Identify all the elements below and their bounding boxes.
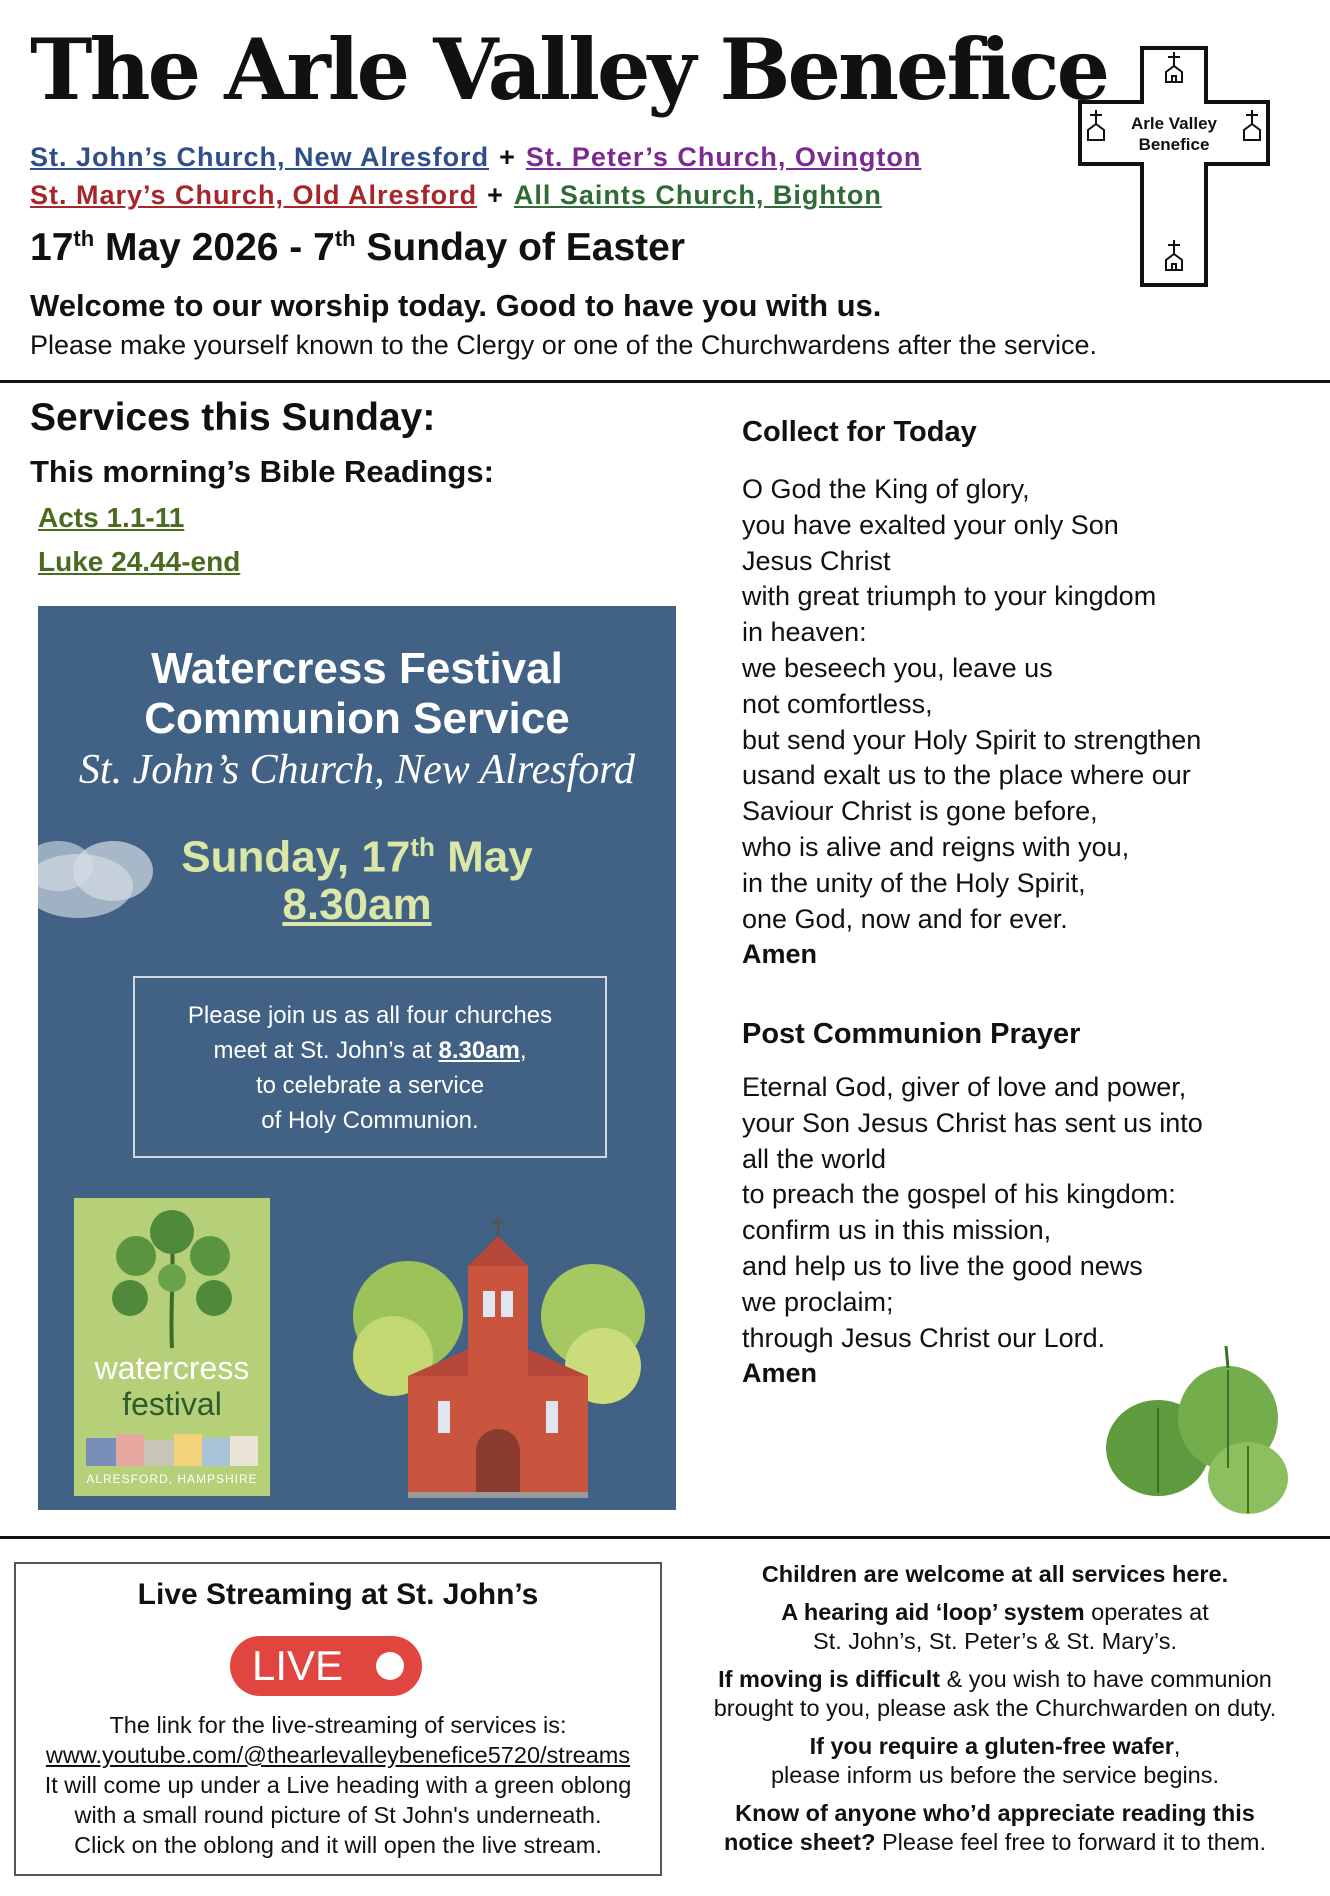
collect-amen: Amen [742, 939, 818, 970]
live-heading: Live Streaming at St. John’s [137, 1578, 539, 1611]
readings-heading: This morning’s Bible Readings: [30, 454, 494, 489]
link-st-peters[interactable]: St. Peter’s Church, Ovington [525, 142, 922, 172]
logo-text-line2: Benefice [1138, 135, 1210, 154]
welcome-subtext: Please make yourself known to the Clergy or one of the Churchwardens after the service. [30, 330, 1098, 360]
service-date: 17th May 2026 - 7th Sunday of Easter [30, 226, 686, 269]
benefice-cross-logo [1076, 44, 1272, 289]
watercress-leaves-icon [1098, 1338, 1298, 1518]
link-st-johns[interactable]: St. John’s Church, New Alresford [30, 142, 490, 172]
page-title: The Arle Valley Benefice [30, 20, 1108, 119]
link-st-marys[interactable]: St. Mary’s Church, Old Alresford [30, 180, 478, 210]
services-heading: Services this Sunday: [30, 396, 436, 439]
live-instructions: The link for the live-streaming of services is: www.youtube.com/@thearlevalleybenefice5720/streams It will come up under a Live heading with a green oblong with a small round picture of St John's underneath. Click on the oblong and it will open the live stream. [16, 1710, 660, 1860]
notice-loop: A hearing aid ‘loop’ system operates at St. John’s, St. Peter’s & St. Mary’s. [781, 1599, 1209, 1654]
divider-bottom [0, 1536, 1330, 1539]
notices [672, 1560, 1318, 1866]
plus-separator: + [487, 180, 504, 210]
poster-invite-text: Please join us as all four churches meet at St. John’s at 8.30am, to celebrate a service of Holy Communion. [187, 1002, 553, 1134]
collect-heading: Collect for Today [742, 416, 977, 448]
watercress-festival-card [74, 1198, 270, 1496]
poster-title-line1: Watercress Festival [151, 644, 563, 693]
welcome-heading: Welcome to our worship today. Good to have you with us. [30, 288, 882, 323]
notice-children: Children are welcome at all services here. [761, 1561, 1229, 1587]
festival-poster [38, 606, 676, 1510]
notice-moving: If moving is difficult & you wish to have communion brought to you, please ask the Churchwarden on duty. [713, 1666, 1277, 1721]
link-all-saints[interactable]: All Saints Church, Bighton [513, 180, 882, 210]
poster-title-line2: Communion Service [144, 694, 570, 743]
live-streaming-box [14, 1562, 662, 1876]
reading-link-luke[interactable]: Luke 24.44-end [38, 546, 241, 577]
youtube-stream-link[interactable]: www.youtube.com/@thearlevalleybenefice5720/streams [45, 1742, 631, 1768]
card-word-festival: festival [122, 1386, 222, 1422]
post-communion-text: Eternal God, giver of love and power, your Son Jesus Christ has sent us into all the world to preach the gospel of his kingdom: confirm us in this mission, and help us to live the good news we proclaim; through Jesus Christ our Lord. Amen [742, 1070, 1302, 1392]
poster-church: St. John’s Church, New Alresford [78, 747, 636, 793]
card-place: ALRESFORD, HAMPSHIRE [86, 1472, 258, 1486]
church-line-1 [30, 142, 921, 173]
plus-separator: + [499, 142, 516, 172]
divider-top [0, 380, 1330, 383]
church-illustration [348, 1206, 648, 1506]
post-communion-amen: Amen [742, 1358, 818, 1389]
poster-date: Sunday, 17th May [181, 832, 533, 882]
record-dot-icon [376, 1652, 404, 1680]
notice-share: Know of anyone who’d appreciate reading this notice sheet? Please feel free to forward it to them. [723, 1800, 1267, 1855]
card-word-watercress: watercress [94, 1350, 250, 1386]
live-badge[interactable] [230, 1636, 422, 1696]
church-line-2 [30, 180, 882, 211]
poster-time: 8.30am [282, 880, 432, 929]
post-communion-heading: Post Communion Prayer [742, 1018, 1081, 1050]
poster-invite-box [133, 976, 607, 1158]
logo-text-line1: Arle Valley [1130, 114, 1218, 133]
reading-link-acts[interactable]: Acts 1.1-11 [38, 502, 185, 533]
notice-gluten: If you require a gluten-free wafer, please inform us before the service begins. [770, 1733, 1220, 1788]
watercress-plant-icon [74, 1198, 270, 1358]
live-badge-text: LIVE [252, 1642, 344, 1689]
houses-icon [86, 1430, 258, 1466]
collect-text: O God the King of glory, you have exalted your only Son Jesus Christ with great triumph to your kingdom in heaven: we beseech you, leave us not comfortless, but send your Holy Spirit to strengthen usand exalt us to the place where our Saviour Christ is gone before, who is alive and reigns with you, in the unity of the Holy Spirit, one God, now and for ever. Amen [742, 472, 1302, 973]
